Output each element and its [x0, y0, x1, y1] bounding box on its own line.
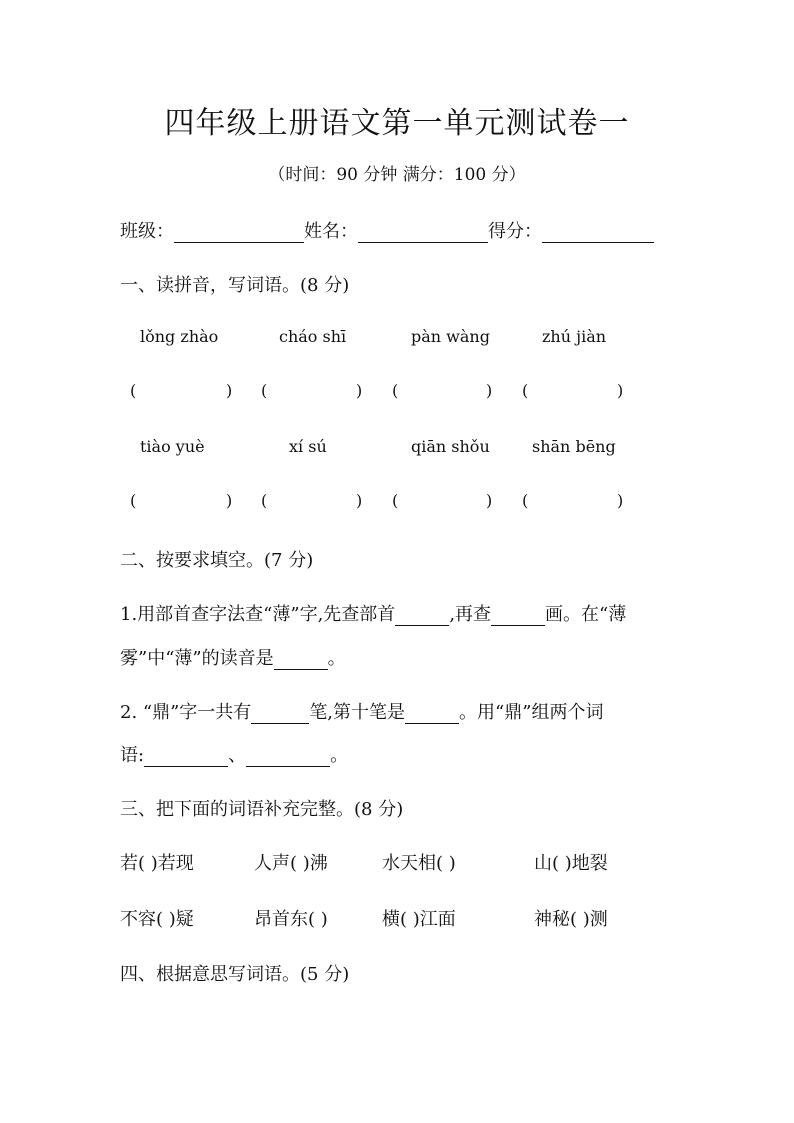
idiom-item: 神秘( )测 — [534, 909, 608, 930]
answer-paren-open: ( — [392, 491, 399, 510]
answer-paren-open: ( — [261, 491, 268, 510]
answer-paren-open: ( — [130, 381, 137, 400]
fill-blank[interactable] — [274, 651, 328, 670]
answer-paren-open: ( — [130, 491, 137, 510]
score-label: 得分： — [488, 221, 542, 242]
question-text: 1.用部首查字法查“薄”字,先查部首 — [120, 604, 396, 625]
idiom-item: 不容( )疑 — [120, 909, 194, 930]
question-text: 雾”中“薄”的读音是 — [120, 648, 274, 669]
pinyin-item: cháo shī — [279, 327, 347, 346]
question-text: 语: — [120, 745, 145, 766]
question-text: 2. “鼎”字一共有 — [120, 702, 252, 723]
answer-paren-close: ) — [356, 381, 363, 400]
idiom-item: 山( )地裂 — [534, 853, 608, 874]
name-blank[interactable] — [358, 224, 488, 243]
answer-paren-close: ) — [486, 491, 493, 510]
fill-blank[interactable] — [405, 705, 459, 724]
question-text: 。用“鼎”组两个词 — [459, 702, 604, 723]
fill-blank[interactable] — [395, 607, 449, 626]
answer-paren-close: ) — [617, 381, 624, 400]
pinyin-item: zhú jiàn — [542, 327, 607, 346]
answer-paren-close: ) — [486, 381, 493, 400]
section-2-heading: 二、按要求填空。(7 分) — [120, 550, 314, 571]
answer-paren-close: ) — [617, 491, 624, 510]
section-1-heading: 一、读拼音，写词语。(8 分) — [120, 275, 350, 296]
question-text: 、 — [228, 745, 247, 766]
answer-paren-open: ( — [522, 381, 529, 400]
idiom-item: 水天相( ) — [382, 853, 456, 874]
fill-blank[interactable] — [246, 748, 330, 767]
question-text: 画。在“薄 — [545, 604, 627, 625]
question-2-1-line-1 — [120, 600, 626, 626]
idiom-item: 横( )江面 — [382, 909, 456, 930]
fill-blank[interactable] — [491, 607, 545, 626]
fill-blank[interactable] — [144, 748, 228, 767]
section-4-heading: 四、根据意思写词语。(5 分) — [120, 964, 350, 985]
pinyin-item: xí sú — [289, 437, 327, 456]
name-label: 姓名： — [304, 221, 358, 242]
exam-subtitle: （时间：90 分钟 满分：100 分） — [268, 165, 526, 185]
question-text: 笔,第十笔是 — [309, 702, 406, 723]
pinyin-item: shān bēng — [532, 437, 616, 456]
question-text: 。 — [327, 648, 346, 669]
question-2-1-line-2 — [120, 644, 346, 670]
class-label: 班级： — [120, 221, 174, 242]
pinyin-item: lǒng zhào — [140, 327, 219, 346]
pinyin-item: tiào yuè — [140, 437, 205, 456]
answer-paren-close: ) — [226, 491, 233, 510]
question-text: 。 — [330, 745, 349, 766]
pinyin-item: qiān shǒu — [411, 437, 490, 456]
idiom-item: 昂首东( ) — [254, 909, 328, 930]
class-blank[interactable] — [174, 224, 304, 243]
question-text: ,再查 — [449, 604, 492, 625]
fill-blank[interactable] — [251, 705, 309, 724]
page-title: 四年级上册语文第一单元测试卷一 — [164, 106, 630, 141]
pinyin-item: pàn wàng — [411, 327, 490, 346]
answer-paren-open: ( — [392, 381, 399, 400]
student-info-line — [120, 217, 654, 243]
answer-paren-close: ) — [226, 381, 233, 400]
question-2-2-line-2 — [120, 741, 348, 767]
answer-paren-open: ( — [261, 381, 268, 400]
score-blank[interactable] — [542, 224, 654, 243]
answer-paren-open: ( — [522, 491, 529, 510]
answer-paren-close: ) — [356, 491, 363, 510]
idiom-item: 若( )若现 — [120, 853, 194, 874]
question-2-2-line-1 — [120, 698, 603, 724]
section-3-heading: 三、把下面的词语补充完整。(8 分) — [120, 799, 404, 820]
idiom-item: 人声( )沸 — [254, 853, 328, 874]
